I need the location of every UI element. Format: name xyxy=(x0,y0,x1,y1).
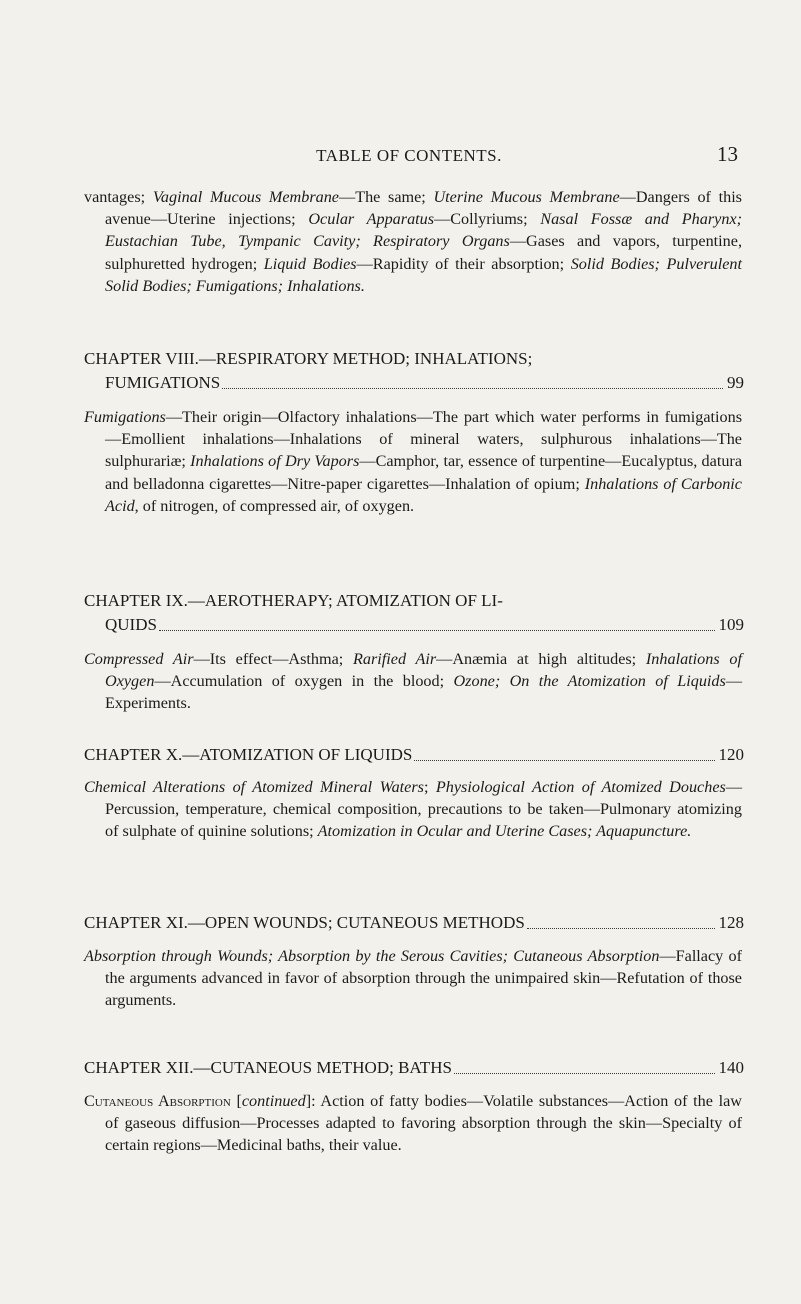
page-number: 13 xyxy=(717,142,738,166)
chapter-summary-xi xyxy=(84,945,742,1012)
chapter-title-line1: CHAPTER IX.—AEROTHERAPY; ATOMIZATION OF LI- xyxy=(84,591,503,610)
intro-paragraph xyxy=(84,186,742,297)
chapter-heading-x[interactable] xyxy=(84,743,744,767)
chapter-summary-viii xyxy=(84,406,742,517)
chapter-page-number: 109 xyxy=(718,615,744,634)
chapter-title: CHAPTER X.—ATOMIZATION OF LIQUIDS xyxy=(84,745,413,764)
page-header xyxy=(80,142,738,172)
chapter-heading-xii[interactable] xyxy=(84,1056,744,1080)
summary-text: Fumigations—Their origin—Olfactory inhalations—The part which water performs in fumigations—Emollient inhalations—Inhalations of mineral waters, sulphurous inhalations—The sulphurariæ; Inhalations of Dry Vapors—Camphor, tar, essence of turpentine—Eucalyptus, datura and belladonna cigarettes—Nitre-paper cigarettes—Inhalation of opium; Inhalations of Carbonic Acid, of nitrogen, of compressed air, of oxygen. xyxy=(84,408,743,515)
dot-leader xyxy=(454,1056,715,1074)
dot-leader xyxy=(527,911,715,929)
chapter-title: CHAPTER XII.—CUTANEOUS METHOD; BATHS xyxy=(84,1058,452,1077)
chapter-page-number: 99 xyxy=(727,373,744,392)
chapter-page-number: 120 xyxy=(718,745,744,764)
chapter-summary-ix xyxy=(84,648,742,715)
intro-text: vantages; Vaginal Mucous Membrane—The same; Uterine Mucous Membrane—Dangers of this avenue—Uterine injections; Ocular Apparatus—Collyriums; Nasal Fossæ and Pharynx; Eustachian Tube, Tympanic Cavity; Respiratory Organs—Gases and vapors, turpentine, sulphuretted hydrogen; Liquid Bodies—Rapidity of their absorption; Solid Bodies; Pulverulent Solid Bodies; Fumigations; Inhalations. xyxy=(84,188,742,295)
chapter-heading-xi[interactable] xyxy=(84,911,744,935)
dot-leader xyxy=(414,743,714,761)
summary-text: Compressed Air—Its effect—Asthma; Rarified Air—Anæmia at high altitudes; Inhalations of Oxygen—Accumulation of oxygen in the blood; Ozone; On the Atomization of Liquids—Experiments. xyxy=(84,650,742,713)
chapter-heading-viii[interactable] xyxy=(84,347,744,395)
dot-leader xyxy=(159,613,715,631)
chapter-title-line2: FUMIGATIONS xyxy=(105,373,221,392)
chapter-title-line2: QUIDS xyxy=(105,615,157,634)
chapter-heading-ix[interactable] xyxy=(84,589,744,637)
summary-text: Cutaneous Absorption [continued]: Action of fatty bodies—Volatile substances—Action of the law of gaseous diffusion—Processes adapted to favoring absorption through the skin—Specialty of certain regions—Medicinal baths, their value. xyxy=(84,1092,742,1155)
chapter-summary-xii xyxy=(84,1090,742,1157)
summary-text: Chemical Alterations of Atomized Mineral Waters; Physiological Action of Atomized Douches—Percussion, temperature, chemical composition, precautions to be taken—Pulmonary atomizing of sulphate of quinine solutions; Atomization in Ocular and Uterine Cases; Aquapuncture. xyxy=(84,778,742,841)
summary-text: Absorption through Wounds; Absorption by the Serous Cavities; Cutaneous Absorption—Fallacy of the arguments advanced in favor of absorption through the unimpaired skin—Refutation of those arguments. xyxy=(84,947,743,1010)
running-title: TABLE OF CONTENTS. xyxy=(316,146,502,165)
chapter-summary-x xyxy=(84,776,742,843)
dot-leader xyxy=(222,371,723,389)
chapter-page-number: 128 xyxy=(718,913,744,932)
chapter-title-line1: CHAPTER VIII.—RESPIRATORY METHOD; INHALATIONS; xyxy=(84,349,533,368)
chapter-title: CHAPTER XI.—OPEN WOUNDS; CUTANEOUS METHODS xyxy=(84,913,525,932)
chapter-page-number: 140 xyxy=(718,1058,744,1077)
